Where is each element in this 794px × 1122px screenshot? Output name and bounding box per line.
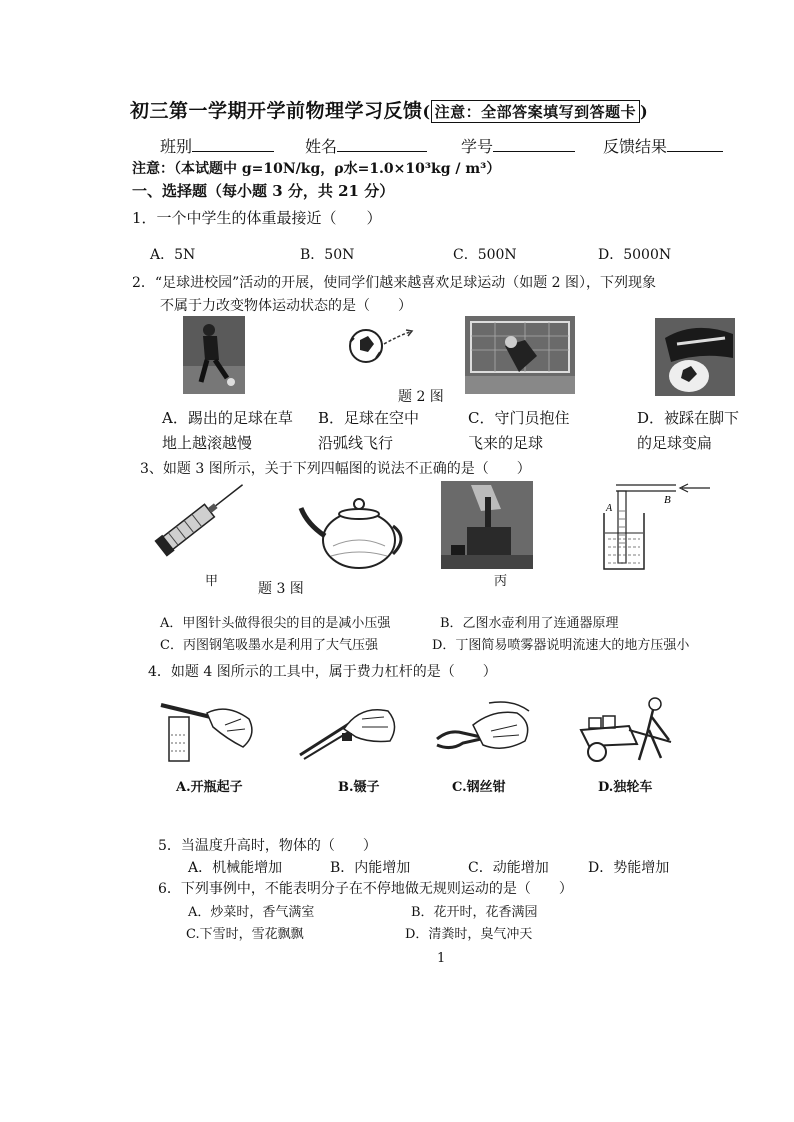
student-id-blank[interactable] [493, 135, 575, 152]
result-label: 反馈结果 [603, 137, 668, 156]
q6-option-b[interactable]: B．花开时，花香满园 [411, 905, 538, 920]
q2-option-b-line1: B．足球在空中 [318, 409, 420, 427]
q3-syringe-image [150, 478, 250, 558]
q2-option-b-line2: 沿弧线飞行 [318, 434, 394, 452]
q1-option-d[interactable]: D．5000N [598, 247, 672, 263]
name-blank[interactable] [337, 135, 427, 152]
page-number: 1 [437, 951, 446, 966]
q1-stem: 1．一个中学生的体重最接近（ ） [132, 209, 382, 227]
q5-stem: 5．当温度升高时，物体的（ ） [158, 838, 377, 854]
q2-option-c[interactable] [468, 407, 569, 453]
q4-caption-c[interactable]: C.钢丝钳 [452, 780, 506, 795]
q6-option-d[interactable]: D．清粪时，臭气冲天 [405, 927, 533, 942]
q3-fig-label-a: A [606, 503, 613, 514]
q4-stem: 4．如题 4 图所示的工具中，属于费力杠杆的是（ ） [148, 664, 497, 680]
q5-option-b[interactable]: B．内能增加 [330, 860, 411, 876]
class-blank[interactable] [192, 135, 274, 152]
q4-caption-a[interactable]: A.开瓶起子 [176, 780, 243, 795]
q3-fig-label-b: B [664, 494, 671, 506]
q2-option-d-line1: D．被踩在脚下 [637, 409, 740, 427]
q2-stepped-ball-image [655, 318, 735, 396]
q3-option-b[interactable]: B．乙图水壶利用了连通器原理 [440, 616, 619, 631]
q2-option-c-line2: 飞来的足球 [468, 434, 544, 452]
class-label: 班别 [160, 137, 193, 156]
q2-kicking-player-image [183, 316, 245, 394]
name-field [305, 134, 427, 157]
q2-option-d[interactable] [637, 407, 739, 453]
q1-option-c[interactable]: C．500N [453, 247, 517, 263]
q6-option-c[interactable]: C.下雪时，雪花飘飘 [186, 927, 304, 942]
q3-option-a[interactable]: A．甲图针头做得很尖的目的是减小压强 [160, 616, 391, 631]
q3-figure-label: 题 3 图 [258, 581, 304, 597]
q4-caption-d[interactable]: D.独轮车 [598, 780, 653, 795]
q3-teapot-image [297, 484, 407, 574]
q2-stem-line2: 不属于力改变物体运动状态的是（ ） [160, 298, 412, 314]
page-title [130, 96, 648, 123]
q2-option-c-line1: C．守门员抱住 [468, 409, 570, 427]
q6-option-a[interactable]: A．炒菜时，香气满室 [188, 905, 315, 920]
q5-option-c[interactable]: C．动能增加 [468, 860, 549, 876]
q5-option-a[interactable]: A．机械能增加 [188, 860, 283, 876]
student-id-field [461, 134, 575, 157]
result-blank[interactable] [667, 135, 723, 152]
title-text: 初三第一学期开学前物理学习反馈 [130, 100, 423, 122]
notice-close: ) [640, 102, 649, 121]
q1-option-a[interactable]: A．5N [150, 247, 196, 263]
q2-option-d-line2: 的足球变扁 [637, 434, 713, 452]
section-heading: 一、选择题（每小题 3 分，共 21 分） [132, 182, 395, 200]
note-line: 注意：（本试题中 g=10N/kg，ρ水=1.0×10³kg / m³） [132, 161, 501, 177]
q2-option-a[interactable] [162, 407, 293, 453]
q5-option-d[interactable]: D．势能增加 [588, 860, 670, 876]
q2-figure-label: 题 2 图 [398, 389, 444, 405]
q3-stem: 3、如题 3 图所示，关于下列四幅图的说法不正确的是（ ） [140, 461, 531, 477]
q2-ball-arc-image [336, 318, 416, 368]
q2-goalkeeper-image [465, 316, 575, 394]
q6-stem: 6．下列事例中，不能表明分子在不停地做无规则运动的是（ ） [158, 881, 573, 897]
student-id-label: 学号 [461, 137, 494, 156]
q2-stem-line1: 2．“足球进校园”活动的开展，使同学们越来越喜欢足球运动（如题 2 图），下列现象 [132, 275, 657, 291]
notice-box: 注意：全部答案填写到答题卡 [431, 100, 641, 123]
q2-option-a-line1: A．踢出的足球在草 [162, 409, 293, 427]
q4-bottle-opener-image [157, 695, 267, 765]
q3-option-c[interactable]: C．丙图钢笔吸墨水是利用了大气压强 [160, 638, 378, 653]
notice-open: ( [422, 102, 431, 121]
result-field [603, 134, 723, 157]
q3-pen-ink-image [441, 481, 533, 569]
q2-option-a-line2: 地上越滚越慢 [162, 434, 253, 452]
q4-pliers-image [433, 695, 543, 765]
q3-option-d[interactable]: D．丁图简易喷雾器说明流速大的地方压强小 [432, 638, 690, 653]
q4-caption-b[interactable]: B.镊子 [338, 780, 380, 795]
q3-fig-label-bing: 丙 [494, 574, 508, 589]
q2-option-b[interactable] [318, 407, 419, 453]
q3-sprayer-image [598, 475, 718, 575]
q4-tweezers-image [296, 695, 406, 765]
class-field [160, 134, 274, 157]
q3-fig-label-jia: 甲 [205, 574, 219, 589]
name-label: 姓名 [305, 137, 338, 156]
q1-option-b[interactable]: B．50N [300, 247, 355, 263]
q4-wheelbarrow-image [575, 690, 685, 766]
